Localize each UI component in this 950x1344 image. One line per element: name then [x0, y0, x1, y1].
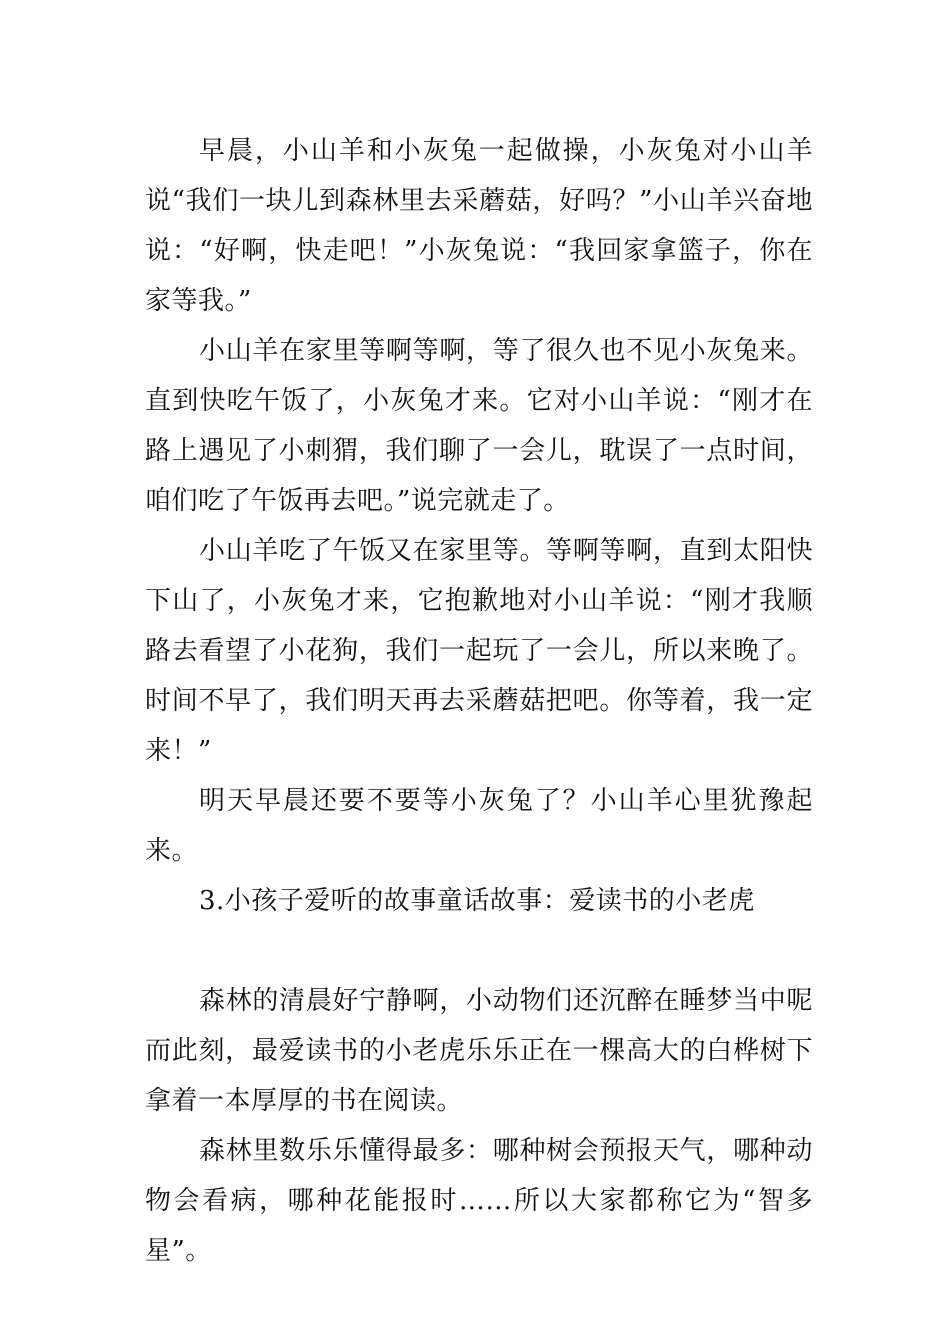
section-heading: 3.小孩子爱听的故事童话故事：爱读书的小老虎 [199, 886, 755, 916]
document-body [145, 126, 813, 1276]
paragraph-3: 小山羊吃了午饭又在家里等。等啊等啊，直到太阳快下山了，小灰兔才来，它抱歉地对小山羊说：“刚才我顺路去看望了小花狗，我们一起玩了一会儿，所以来晚了。时间不早了，我们明天再去采蘑菇把吧。你等着，我一定来！” [145, 536, 813, 766]
paragraph-5: 森林的清晨好宁静啊，小动物们还沉醉在睡梦当中呢而此刻，最爱读书的小老虎乐乐正在一棵高大的白桦树下拿着一本厚厚的书在阅读。 [145, 986, 813, 1116]
section-spacer [145, 926, 813, 976]
paragraph-6: 森林里数乐乐懂得最多：哪种树会预报天气，哪种动物会看病，哪种花能报时……所以大家都称它为“智多星”。 [145, 1136, 813, 1266]
paragraph-4: 明天早晨还要不要等小灰兔了？小山羊心里犹豫起来。 [145, 786, 813, 866]
paragraph-1: 早晨，小山羊和小灰兔一起做操，小灰兔对小山羊说“我们一块儿到森林里去采蘑菇，好吗？”小山羊兴奋地说：“好啊，快走吧！”小灰兔说：“我回家拿篮子，你在家等我。” [145, 136, 813, 316]
paragraph-2: 小山羊在家里等啊等啊，等了很久也不见小灰兔来。直到快吃午饭了，小灰兔才来。它对小山羊说：“刚才在路上遇见了小刺猬，我们聊了一会儿，耽误了一点时间，咱们吃了午饭再去吧。”说完就走了。 [145, 336, 813, 516]
